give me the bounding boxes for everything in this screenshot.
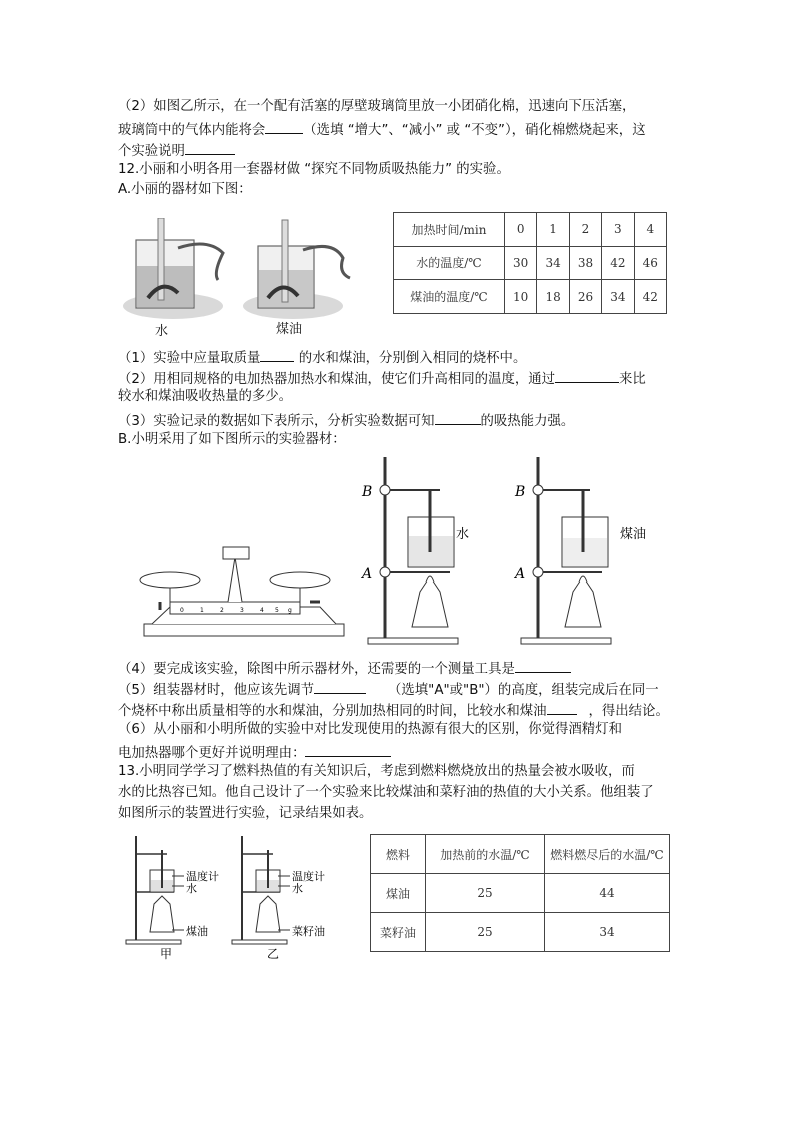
q13-line2: 水的比热容已知。他自己设计了一个实验来比较煤油和菜籽油的热值的大小关系。他组装了	[118, 785, 654, 800]
svg-text:5: 5	[275, 607, 279, 614]
q12-part6-line2: 电加热器哪个更好并说明理由：	[118, 742, 391, 763]
table-row	[371, 874, 670, 913]
stand2-label-b: B	[515, 484, 526, 500]
q11-part2-line1: （2）如图乙所示，在一个配有活塞的厚壁玻璃筒里放一小团硝化棉，迅速向下压活塞，	[118, 99, 636, 114]
stand-label-b: B	[362, 484, 373, 500]
heating-data-table	[393, 212, 667, 314]
stand2-label-a: A	[515, 566, 526, 582]
table-row	[394, 246, 667, 280]
table-cell: 34	[545, 913, 670, 952]
q12-part5-line1: （5）组装器材时，他应该先调节 （选填"A"或"B"）的高度，组装完成后在同一	[118, 679, 659, 700]
q11-part2-line3: 个实验说明	[118, 140, 235, 161]
answer-blank[interactable]	[265, 119, 303, 134]
svg-text:4: 4	[260, 607, 264, 614]
answer-blank[interactable]	[547, 700, 577, 715]
thermometer-label-2: 温度计	[292, 870, 325, 883]
q12-part-a-title: A.小丽的器材如下图：	[118, 182, 252, 197]
answer-blank[interactable]	[555, 368, 619, 383]
figure-yi-label: 乙	[267, 947, 280, 961]
fuel-heating-figure	[122, 832, 362, 962]
svg-text:1: 1	[200, 607, 204, 614]
table-cell: 26	[569, 280, 601, 314]
q13-line1: 13.小明同学学习了燃料热值的有关知识后，考虑到燃料燃烧放出的热量会被水吸收，而	[118, 764, 635, 779]
q12-part2-line1: （2）用相同规格的电加热器加热水和煤油，使它们升高相同的温度，通过 来比	[118, 368, 646, 389]
table-cell: 30	[505, 246, 537, 280]
table-header: 4	[634, 213, 666, 247]
water-label-2: 水	[292, 882, 303, 895]
answer-blank[interactable]	[435, 410, 481, 425]
table-header: 2	[569, 213, 601, 247]
table-row	[371, 913, 670, 952]
table-cell: 34	[537, 246, 569, 280]
table-cell: 46	[634, 246, 666, 280]
q12-part5-line2: 个烧杯中称出质量相等的水和煤油，分别加热相同的时间，比较水和煤油 ，得出结论。	[118, 700, 669, 721]
answer-blank[interactable]	[515, 658, 571, 673]
table-row	[371, 835, 670, 874]
answer-blank[interactable]	[260, 347, 294, 362]
q13-line3: 如图所示的装置进行实验，记录结果如表。	[118, 806, 373, 821]
svg-text:0: 0	[180, 607, 184, 614]
stand-water-label: 水	[456, 527, 470, 542]
table-row	[394, 280, 667, 314]
svg-text:3: 3	[240, 607, 244, 614]
table-cell: 34	[602, 280, 634, 314]
answer-blank[interactable]	[305, 742, 391, 757]
table-cell: 25	[426, 874, 545, 913]
svg-text:2: 2	[220, 607, 224, 614]
table-header: 燃料	[371, 835, 426, 874]
answer-blank[interactable]	[314, 679, 366, 694]
beaker-label-kerosene: 煤油	[276, 322, 303, 337]
q12-part1: （1）实验中应量取质量 的水和煤油，分别倒入相同的烧杯中。	[118, 347, 526, 368]
q12-part4: （4）要完成该实验，除图中所示器材外，还需要的一个测量工具是	[118, 658, 571, 679]
table-cell: 42	[602, 246, 634, 280]
beaker-label-water: 水	[155, 324, 169, 339]
table-cell: 煤油	[371, 874, 426, 913]
table-cell: 10	[505, 280, 537, 314]
table-header: 加热时间/min	[394, 213, 505, 247]
table-cell: 38	[569, 246, 601, 280]
table-row	[394, 213, 667, 247]
table-cell: 煤油的温度/℃	[394, 280, 505, 314]
table-header: 0	[505, 213, 537, 247]
water-label: 水	[186, 882, 197, 895]
q12-part2-line2: 较水和煤油吸收热量的多少。	[118, 389, 293, 404]
table-cell: 18	[537, 280, 569, 314]
table-header: 加热前的水温/℃	[426, 835, 545, 874]
fuel-data-table	[370, 834, 670, 952]
table-cell: 水的温度/℃	[394, 246, 505, 280]
q12-part6-line1: （6）从小丽和小明所做的实验中对比发现使用的热源有很大的区别，你觉得酒精灯和	[118, 722, 622, 737]
table-header: 1	[537, 213, 569, 247]
rapeseed-label: 菜籽油	[292, 925, 325, 938]
stand-kerosene-label: 煤油	[620, 527, 647, 542]
table-cell: 42	[634, 280, 666, 314]
thermometer-label: 温度计	[186, 870, 219, 883]
q12-part-b-title: B.小明采用了如下图所示的实验器材：	[118, 432, 346, 447]
table-cell: 25	[426, 913, 545, 952]
q11-part2-line2: 玻璃筒中的气体内能将会 （选填 “增大”、“减小” 或 “不变”），硝化棉燃烧起来，这	[118, 119, 646, 140]
table-cell: 菜籽油	[371, 913, 426, 952]
answer-blank[interactable]	[185, 140, 235, 155]
table-cell: 44	[545, 874, 670, 913]
figure-jia-label: 甲	[160, 947, 173, 961]
q12-title: 12.小丽和小明各用一套器材做 “探究不同物质吸热能力” 的实验。	[118, 162, 510, 177]
table-header: 燃料燃尽后的水温/℃	[545, 835, 670, 874]
svg-text:g: g	[288, 607, 292, 614]
table-header: 3	[602, 213, 634, 247]
q12-part3: （3）实验记录的数据如下表所示，分析实验数据可知 的吸热能力强。	[118, 410, 574, 431]
kerosene-label: 煤油	[186, 925, 208, 938]
balance-and-stands-figure	[130, 452, 670, 652]
stand-label-a: A	[362, 566, 373, 582]
